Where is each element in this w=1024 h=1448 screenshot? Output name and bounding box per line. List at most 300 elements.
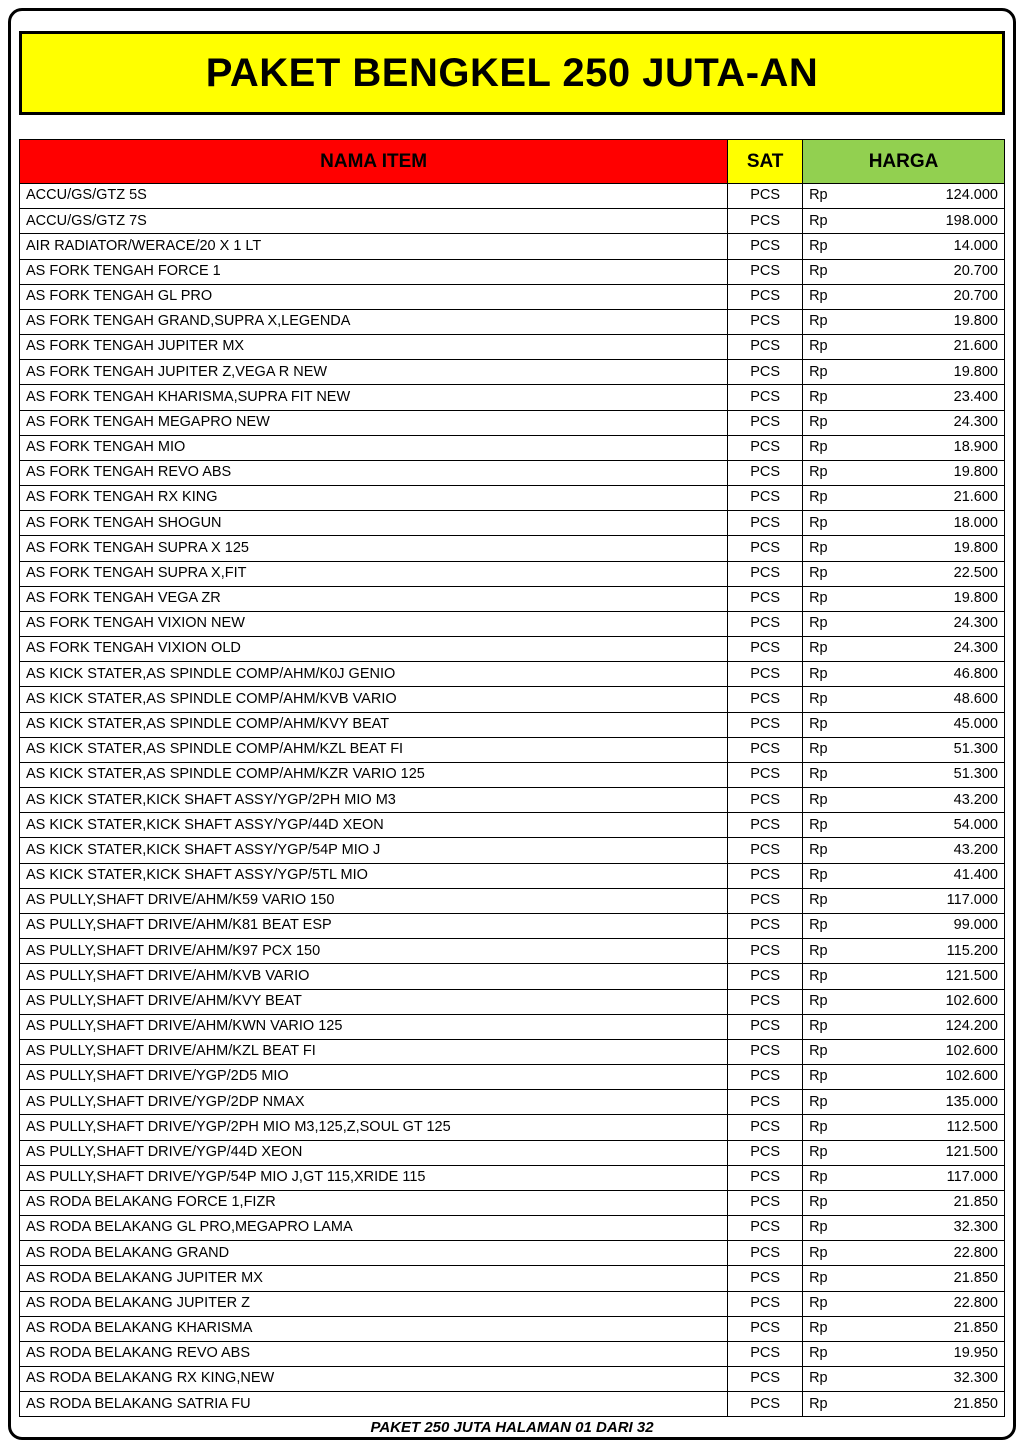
table-row xyxy=(20,234,1005,259)
price-cell xyxy=(803,1266,1005,1291)
table-row xyxy=(20,209,1005,234)
unit-cell: PCS xyxy=(728,762,803,787)
price-amount: 14.000 xyxy=(953,237,998,254)
price-amount: 21.600 xyxy=(953,489,998,506)
price-amount: 117.000 xyxy=(946,892,998,909)
unit-cell: PCS xyxy=(728,536,803,561)
unit-cell: PCS xyxy=(728,1014,803,1039)
item-name-cell: AS RODA BELAKANG JUPITER Z xyxy=(20,1291,728,1316)
price-cell xyxy=(803,989,1005,1014)
price-amount: 19.800 xyxy=(953,464,998,481)
item-name-cell: AS KICK STATER,AS SPINDLE COMP/AHM/KVB VARIO xyxy=(20,687,728,712)
table-row xyxy=(20,561,1005,586)
currency-label: Rp xyxy=(809,690,828,707)
currency-label: Rp xyxy=(809,716,828,732)
unit-cell: PCS xyxy=(728,284,803,309)
price-cell xyxy=(803,888,1005,913)
table-row xyxy=(20,712,1005,737)
currency-label: Rp xyxy=(809,1244,828,1261)
unit-cell: PCS xyxy=(728,486,803,511)
price-amount: 22.500 xyxy=(953,564,998,581)
table-row xyxy=(20,888,1005,913)
currency-label: Rp xyxy=(809,564,828,581)
price-cell xyxy=(803,586,1005,611)
item-name-cell: AS KICK STATER,KICK SHAFT ASSY/YGP/54P MIO J xyxy=(20,838,728,863)
item-name-cell: AS RODA BELAKANG JUPITER MX xyxy=(20,1266,728,1291)
item-name-cell: AS PULLY,SHAFT DRIVE/YGP/44D XEON xyxy=(20,1140,728,1165)
unit-cell: PCS xyxy=(728,913,803,938)
item-name-cell: AS FORK TENGAH RX KING xyxy=(20,486,728,511)
price-cell xyxy=(803,209,1005,234)
item-name-cell: AS KICK STATER,KICK SHAFT ASSY/YGP/44D XEON xyxy=(20,813,728,838)
currency-label: Rp xyxy=(809,237,828,254)
currency-label: Rp xyxy=(809,967,828,984)
currency-label: Rp xyxy=(809,917,828,934)
unit-cell: PCS xyxy=(728,460,803,485)
item-name-cell: AS PULLY,SHAFT DRIVE/YGP/2D5 MIO xyxy=(20,1065,728,1090)
price-amount: 22.800 xyxy=(953,1244,998,1261)
unit-cell: PCS xyxy=(728,737,803,762)
price-cell xyxy=(803,1341,1005,1366)
currency-label: Rp xyxy=(809,1194,828,1211)
currency-label: Rp xyxy=(809,1219,828,1236)
table-row xyxy=(20,662,1005,687)
table-row xyxy=(20,939,1005,964)
table-row xyxy=(20,486,1005,511)
item-name-cell: AS RODA BELAKANG GRAND xyxy=(20,1241,728,1266)
currency-label: Rp xyxy=(809,1169,828,1186)
item-name-cell: AS FORK TENGAH JUPITER MX xyxy=(20,335,728,360)
price-cell xyxy=(803,309,1005,334)
currency-label: Rp xyxy=(809,791,828,808)
price-amount: 19.800 xyxy=(953,539,998,556)
unit-cell: PCS xyxy=(728,209,803,234)
price-cell xyxy=(803,561,1005,586)
price-table-body xyxy=(20,184,1005,1417)
table-row xyxy=(20,309,1005,334)
document-page xyxy=(8,8,1016,1440)
price-amount: 99.000 xyxy=(953,917,998,934)
price-cell xyxy=(803,1039,1005,1064)
price-cell xyxy=(803,536,1005,561)
item-name-cell: AS FORK TENGAH MEGAPRO NEW xyxy=(20,410,728,435)
unit-cell: PCS xyxy=(728,309,803,334)
table-row xyxy=(20,964,1005,989)
currency-label: Rp xyxy=(809,1269,828,1286)
price-table xyxy=(19,139,1005,1417)
price-amount: 18.900 xyxy=(953,439,998,456)
price-cell xyxy=(803,1241,1005,1266)
table-row xyxy=(20,989,1005,1014)
price-amount: 19.950 xyxy=(953,1345,998,1362)
currency-label: Rp xyxy=(809,1320,828,1337)
table-row xyxy=(20,1316,1005,1341)
price-cell xyxy=(803,813,1005,838)
price-amount: 41.400 xyxy=(953,867,998,884)
currency-label: Rp xyxy=(809,187,828,204)
currency-label: Rp xyxy=(809,741,828,758)
item-name-cell: AS PULLY,SHAFT DRIVE/AHM/K59 VARIO 150 xyxy=(20,888,728,913)
price-cell xyxy=(803,511,1005,536)
price-cell xyxy=(803,1140,1005,1165)
price-amount: 24.300 xyxy=(953,615,998,632)
item-name-cell: AS KICK STATER,AS SPINDLE COMP/AHM/KVY BEAT xyxy=(20,712,728,737)
unit-cell: PCS xyxy=(728,788,803,813)
price-cell xyxy=(803,737,1005,762)
table-row xyxy=(20,184,1005,209)
table-row xyxy=(20,511,1005,536)
item-name-cell: AS FORK TENGAH VIXION OLD xyxy=(20,637,728,662)
table-row xyxy=(20,1341,1005,1366)
currency-label: Rp xyxy=(809,363,828,380)
price-amount: 32.300 xyxy=(953,1219,998,1236)
unit-cell: PCS xyxy=(728,1065,803,1090)
currency-label: Rp xyxy=(809,1294,828,1311)
price-amount: 21.850 xyxy=(953,1320,998,1337)
table-row xyxy=(20,360,1005,385)
price-cell xyxy=(803,662,1005,687)
currency-label: Rp xyxy=(809,1143,828,1160)
unit-cell: PCS xyxy=(728,888,803,913)
unit-cell: PCS xyxy=(728,1165,803,1190)
price-cell xyxy=(803,1065,1005,1090)
unit-cell: PCS xyxy=(728,1090,803,1115)
currency-label: Rp xyxy=(809,816,828,833)
currency-label: Rp xyxy=(809,1043,828,1060)
unit-cell: PCS xyxy=(728,1291,803,1316)
table-row xyxy=(20,788,1005,813)
price-amount: 51.300 xyxy=(953,766,998,783)
price-cell xyxy=(803,460,1005,485)
item-name-cell: AS KICK STATER,KICK SHAFT ASSY/YGP/2PH MIO M3 xyxy=(20,788,728,813)
unit-cell: PCS xyxy=(728,1266,803,1291)
currency-label: Rp xyxy=(809,1118,828,1135)
table-row xyxy=(20,586,1005,611)
table-row xyxy=(20,1065,1005,1090)
price-amount: 51.300 xyxy=(953,741,998,758)
table-row xyxy=(20,1039,1005,1064)
table-row xyxy=(20,762,1005,787)
price-cell xyxy=(803,1090,1005,1115)
currency-label: Rp xyxy=(809,992,828,1009)
price-cell xyxy=(803,687,1005,712)
currency-label: Rp xyxy=(809,1370,828,1387)
item-name-cell: AS RODA BELAKANG REVO ABS xyxy=(20,1341,728,1366)
price-amount: 112.500 xyxy=(946,1118,998,1135)
price-amount: 32.300 xyxy=(953,1370,998,1387)
header-harga: HARGA xyxy=(803,140,1005,184)
price-cell xyxy=(803,184,1005,209)
table-row xyxy=(20,1266,1005,1291)
currency-label: Rp xyxy=(809,338,828,355)
unit-cell: PCS xyxy=(728,964,803,989)
item-name-cell: AS PULLY,SHAFT DRIVE/YGP/54P MIO J,GT 115,XRIDE 115 xyxy=(20,1165,728,1190)
currency-label: Rp xyxy=(809,262,828,279)
item-name-cell: AS RODA BELAKANG RX KING,NEW xyxy=(20,1367,728,1392)
unit-cell: PCS xyxy=(728,1039,803,1064)
unit-cell: PCS xyxy=(728,335,803,360)
unit-cell: PCS xyxy=(728,511,803,536)
price-amount: 19.800 xyxy=(953,313,998,330)
table-row xyxy=(20,410,1005,435)
item-name-cell: AS PULLY,SHAFT DRIVE/YGP/2DP NMAX xyxy=(20,1090,728,1115)
unit-cell: PCS xyxy=(728,1341,803,1366)
unit-cell: PCS xyxy=(728,435,803,460)
table-row xyxy=(20,1291,1005,1316)
price-amount: 43.200 xyxy=(953,841,998,858)
price-cell xyxy=(803,385,1005,410)
unit-cell: PCS xyxy=(728,385,803,410)
price-cell xyxy=(803,838,1005,863)
price-amount: 21.600 xyxy=(953,338,998,355)
price-cell xyxy=(803,1115,1005,1140)
price-amount: 23.400 xyxy=(953,388,998,405)
price-cell xyxy=(803,1291,1005,1316)
currency-label: Rp xyxy=(809,288,828,305)
item-name-cell: AS PULLY,SHAFT DRIVE/AHM/KWN VARIO 125 xyxy=(20,1014,728,1039)
item-name-cell: AS FORK TENGAH VEGA ZR xyxy=(20,586,728,611)
item-name-cell: AS FORK TENGAH SUPRA X,FIT xyxy=(20,561,728,586)
item-name-cell: AS PULLY,SHAFT DRIVE/AHM/K97 PCX 150 xyxy=(20,939,728,964)
price-amount: 121.500 xyxy=(945,967,998,984)
currency-label: Rp xyxy=(809,464,828,481)
price-amount: 18.000 xyxy=(953,514,998,531)
price-amount: 115.200 xyxy=(946,942,998,959)
price-cell xyxy=(803,1165,1005,1190)
unit-cell: PCS xyxy=(728,1115,803,1140)
unit-cell: PCS xyxy=(728,1140,803,1165)
unit-cell: PCS xyxy=(728,410,803,435)
price-cell xyxy=(803,1190,1005,1215)
price-amount: 124.000 xyxy=(945,187,998,204)
table-row xyxy=(20,435,1005,460)
unit-cell: PCS xyxy=(728,259,803,284)
table-row xyxy=(20,335,1005,360)
price-cell xyxy=(803,1316,1005,1341)
currency-label: Rp xyxy=(809,539,828,556)
unit-cell: PCS xyxy=(728,712,803,737)
item-name-cell: AIR RADIATOR/WERACE/20 X 1 LT xyxy=(20,234,728,259)
currency-label: Rp xyxy=(809,841,828,858)
table-row xyxy=(20,259,1005,284)
page-title: PAKET BENGKEL 250 JUTA-AN xyxy=(19,31,1005,115)
price-amount: 20.700 xyxy=(953,288,998,305)
currency-label: Rp xyxy=(809,1345,828,1362)
price-cell xyxy=(803,1367,1005,1392)
price-cell xyxy=(803,486,1005,511)
item-name-cell: ACCU/GS/GTZ 7S xyxy=(20,209,728,234)
price-cell xyxy=(803,335,1005,360)
price-amount: 24.300 xyxy=(953,640,998,657)
unit-cell: PCS xyxy=(728,989,803,1014)
price-amount: 102.600 xyxy=(945,992,998,1009)
currency-label: Rp xyxy=(809,615,828,632)
table-row xyxy=(20,1190,1005,1215)
table-row xyxy=(20,813,1005,838)
price-amount: 21.850 xyxy=(953,1269,998,1286)
item-name-cell: AS KICK STATER,KICK SHAFT ASSY/YGP/5TL MIO xyxy=(20,863,728,888)
table-row xyxy=(20,687,1005,712)
table-row xyxy=(20,1241,1005,1266)
price-amount: 22.800 xyxy=(953,1294,998,1311)
item-name-cell: AS PULLY,SHAFT DRIVE/AHM/KVB VARIO xyxy=(20,964,728,989)
unit-cell: PCS xyxy=(728,1216,803,1241)
price-amount: 124.200 xyxy=(945,1018,998,1035)
currency-label: Rp xyxy=(809,439,828,456)
price-cell xyxy=(803,939,1005,964)
currency-label: Rp xyxy=(809,590,828,607)
price-cell xyxy=(803,863,1005,888)
table-row xyxy=(20,284,1005,309)
currency-label: Rp xyxy=(809,1018,828,1035)
price-amount: 48.600 xyxy=(953,690,998,707)
table-row xyxy=(20,1216,1005,1241)
currency-label: Rp xyxy=(809,388,828,405)
unit-cell: PCS xyxy=(728,586,803,611)
price-cell xyxy=(803,964,1005,989)
item-name-cell: AS FORK TENGAH MIO xyxy=(20,435,728,460)
table-row xyxy=(20,863,1005,888)
item-name-cell: AS FORK TENGAH VIXION NEW xyxy=(20,611,728,636)
price-cell xyxy=(803,637,1005,662)
price-cell xyxy=(803,712,1005,737)
item-name-cell: AS FORK TENGAH REVO ABS xyxy=(20,460,728,485)
item-name-cell: ACCU/GS/GTZ 5S xyxy=(20,184,728,209)
currency-label: Rp xyxy=(809,942,828,959)
table-row xyxy=(20,1090,1005,1115)
header-sat: SAT xyxy=(728,140,803,184)
item-name-cell: AS PULLY,SHAFT DRIVE/AHM/KZL BEAT FI xyxy=(20,1039,728,1064)
unit-cell: PCS xyxy=(728,838,803,863)
item-name-cell: AS KICK STATER,AS SPINDLE COMP/AHM/KZR VARIO 125 xyxy=(20,762,728,787)
currency-label: Rp xyxy=(809,640,828,657)
table-row xyxy=(20,1115,1005,1140)
item-name-cell: AS PULLY,SHAFT DRIVE/AHM/K81 BEAT ESP xyxy=(20,913,728,938)
item-name-cell: AS FORK TENGAH JUPITER Z,VEGA R NEW xyxy=(20,360,728,385)
unit-cell: PCS xyxy=(728,1241,803,1266)
unit-cell: PCS xyxy=(728,611,803,636)
unit-cell: PCS xyxy=(728,184,803,209)
item-name-cell: AS FORK TENGAH SUPRA X 125 xyxy=(20,536,728,561)
price-amount: 102.600 xyxy=(945,1043,998,1060)
price-amount: 117.000 xyxy=(946,1169,998,1186)
table-row xyxy=(20,1392,1005,1417)
price-cell xyxy=(803,435,1005,460)
item-name-cell: AS KICK STATER,AS SPINDLE COMP/AHM/K0J GENIO xyxy=(20,662,728,687)
currency-label: Rp xyxy=(809,665,828,682)
price-amount: 46.800 xyxy=(953,665,998,682)
item-name-cell: AS PULLY,SHAFT DRIVE/YGP/2PH MIO M3,125,Z,SOUL GT 125 xyxy=(20,1115,728,1140)
item-name-cell: AS FORK TENGAH GL PRO xyxy=(20,284,728,309)
price-amount: 19.800 xyxy=(953,363,998,380)
price-amount: 21.850 xyxy=(953,1194,998,1211)
table-row xyxy=(20,536,1005,561)
price-cell xyxy=(803,234,1005,259)
table-row xyxy=(20,611,1005,636)
header-nama-item: NAMA ITEM xyxy=(20,140,728,184)
currency-label: Rp xyxy=(809,867,828,884)
item-name-cell: AS RODA BELAKANG SATRIA FU xyxy=(20,1392,728,1417)
table-row xyxy=(20,460,1005,485)
price-amount: 121.500 xyxy=(945,1143,998,1160)
price-cell xyxy=(803,762,1005,787)
unit-cell: PCS xyxy=(728,863,803,888)
page-footer: PAKET 250 JUTA HALAMAN 01 DARI 32 xyxy=(370,1419,654,1437)
item-name-cell: AS FORK TENGAH GRAND,SUPRA X,LEGENDA xyxy=(20,309,728,334)
unit-cell: PCS xyxy=(728,662,803,687)
currency-label: Rp xyxy=(809,413,828,430)
table-row xyxy=(20,637,1005,662)
currency-label: Rp xyxy=(809,1068,828,1085)
item-name-cell: AS PULLY,SHAFT DRIVE/AHM/KVY BEAT xyxy=(20,989,728,1014)
item-name-cell: AS KICK STATER,AS SPINDLE COMP/AHM/KZL BEAT FI xyxy=(20,737,728,762)
item-name-cell: AS RODA BELAKANG GL PRO,MEGAPRO LAMA xyxy=(20,1216,728,1241)
table-header-row xyxy=(20,140,1005,184)
price-cell xyxy=(803,1014,1005,1039)
price-amount: 54.000 xyxy=(953,816,998,833)
unit-cell: PCS xyxy=(728,561,803,586)
price-amount: 198.000 xyxy=(945,212,998,229)
price-amount: 24.300 xyxy=(953,413,998,430)
price-cell xyxy=(803,611,1005,636)
item-name-cell: AS RODA BELAKANG FORCE 1,FIZR xyxy=(20,1190,728,1215)
unit-cell: PCS xyxy=(728,1190,803,1215)
currency-label: Rp xyxy=(809,313,828,330)
table-row xyxy=(20,1014,1005,1039)
currency-label: Rp xyxy=(809,766,828,783)
price-cell xyxy=(803,1392,1005,1417)
price-cell xyxy=(803,913,1005,938)
currency-label: Rp xyxy=(809,1395,828,1412)
unit-cell: PCS xyxy=(728,813,803,838)
unit-cell: PCS xyxy=(728,687,803,712)
item-name-cell: AS FORK TENGAH SHOGUN xyxy=(20,511,728,536)
price-amount: 45.000 xyxy=(953,716,998,732)
unit-cell: PCS xyxy=(728,1316,803,1341)
price-amount: 21.850 xyxy=(953,1395,998,1412)
price-cell xyxy=(803,1216,1005,1241)
table-row xyxy=(20,1140,1005,1165)
unit-cell: PCS xyxy=(728,1392,803,1417)
currency-label: Rp xyxy=(809,514,828,531)
price-amount: 20.700 xyxy=(953,262,998,279)
table-row xyxy=(20,385,1005,410)
unit-cell: PCS xyxy=(728,637,803,662)
unit-cell: PCS xyxy=(728,1367,803,1392)
price-cell xyxy=(803,360,1005,385)
currency-label: Rp xyxy=(809,892,828,909)
item-name-cell: AS FORK TENGAH FORCE 1 xyxy=(20,259,728,284)
item-name-cell: AS RODA BELAKANG KHARISMA xyxy=(20,1316,728,1341)
price-cell xyxy=(803,788,1005,813)
unit-cell: PCS xyxy=(728,360,803,385)
currency-label: Rp xyxy=(809,212,828,229)
currency-label: Rp xyxy=(809,489,828,506)
table-row xyxy=(20,1165,1005,1190)
table-row xyxy=(20,1367,1005,1392)
item-name-cell: AS FORK TENGAH KHARISMA,SUPRA FIT NEW xyxy=(20,385,728,410)
price-amount: 135.000 xyxy=(945,1093,998,1110)
table-row xyxy=(20,913,1005,938)
table-row xyxy=(20,737,1005,762)
table-row xyxy=(20,838,1005,863)
price-amount: 102.600 xyxy=(945,1068,998,1085)
currency-label: Rp xyxy=(809,1093,828,1110)
price-amount: 19.800 xyxy=(953,590,998,607)
unit-cell: PCS xyxy=(728,234,803,259)
price-cell xyxy=(803,410,1005,435)
unit-cell: PCS xyxy=(728,939,803,964)
